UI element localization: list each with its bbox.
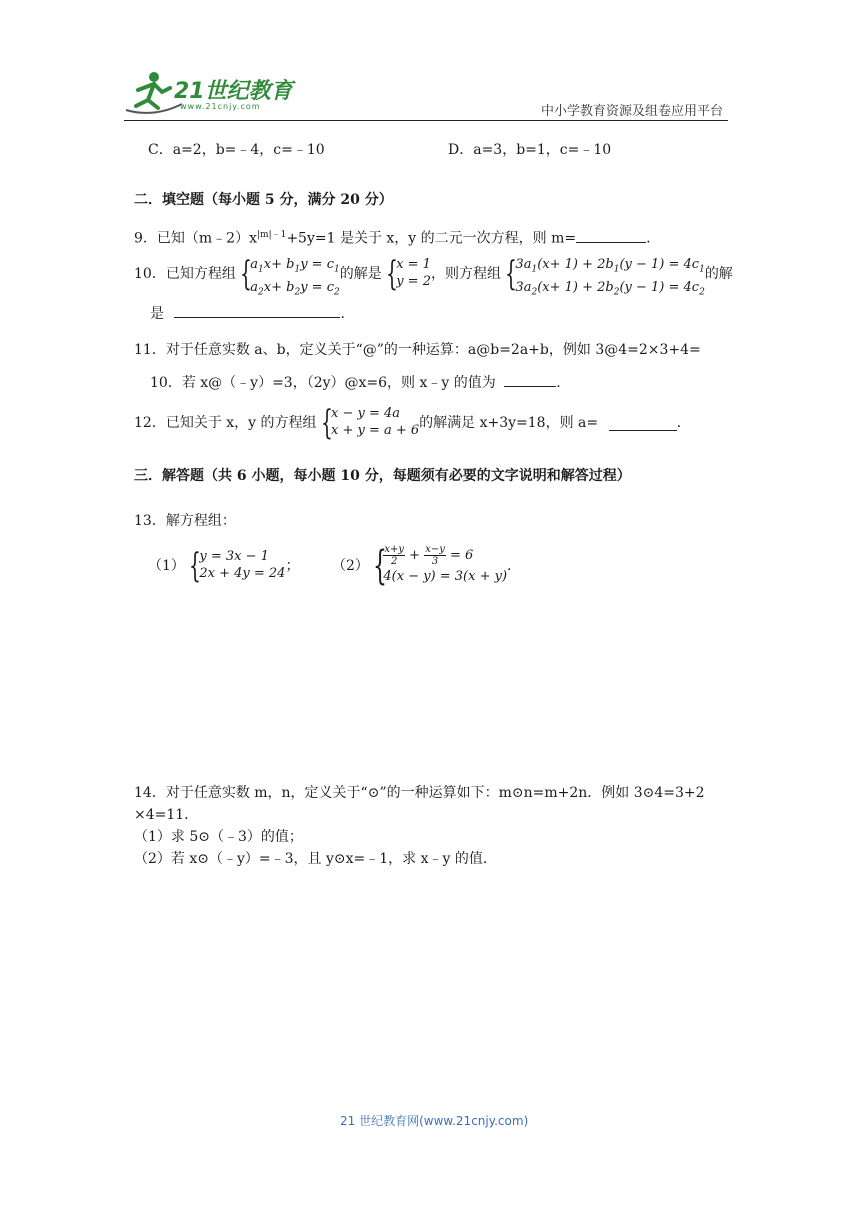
section2-title: 二．填空题（每小题 5 分，满分 20 分）	[134, 192, 393, 208]
q10-post: 的解	[704, 266, 733, 282]
platform-name: 中小学教育资源及组卷应用平台	[541, 104, 724, 119]
q10-answer-blank[interactable]	[174, 303, 340, 318]
q10-line2: 是 .	[150, 303, 345, 324]
logo	[124, 68, 294, 118]
q10-mid2: ，则方程组	[430, 266, 501, 282]
q11-line1: 11．对于任意实数 a、b，定义关于“@”的一种运算：a@b=2a+b，例如 3@4=2×3+4=	[134, 342, 701, 358]
q13-part2: （2） { $\frac{x+y}{2}$ + $\frac{x-y}{3}$ = 6 4(x − y) = 3(x + y) .	[332, 543, 512, 589]
logo-url: www.21cnjy.com	[180, 102, 261, 111]
q14-part1: （1）求 5⊙（﹣3）的值；	[134, 829, 303, 845]
q10-solution-1: { x = 1 y = 2	[386, 254, 431, 294]
q14-line1: 14．对于任意实数 m，n，定义关于“⊙”的一种运算如下：m⊙n=m+2n．例如 3⊙4=3+2	[134, 785, 705, 801]
q13-system-1: { y = 3x − 1 2x + 4y = 24	[189, 546, 286, 586]
q13-system-2: { $\frac{x+y}{2}$ + $\frac{x-y}{3}$ = 6 4(x − y) = 3(x + y)	[373, 543, 508, 589]
q12-system: { x − y = 4a x + y = a + 6	[320, 403, 420, 443]
q11-line2: 10．若 x@（﹣y）=3，（2y）@x=6，则 x﹣y 的值为 .	[150, 372, 561, 393]
q10-pre: 10．已知方程组	[134, 266, 236, 282]
footer-link[interactable]: 21 世纪教育网(www.21cnjy.com)	[340, 1114, 529, 1128]
q14-line2: ×4=11．	[134, 807, 199, 823]
q9-exponent: |m|﹣1	[257, 230, 287, 240]
q11-answer-blank[interactable]	[504, 372, 556, 387]
q9-post: +5y=1 是关于 x，y 的二元一次方程，则 m=	[286, 230, 577, 247]
q10-system-1: { $a_1x+ b_1y = c_1$ $a_2x+ b_2y = c_2$	[240, 254, 340, 298]
q12: 12．已知关于 x，y 的方程组 { x − y = 4a x + y = a + 6 的解满足 x+3y=18，则 a= .	[134, 403, 682, 443]
q10-system-2: { $3a_1(x+ 1) + 2b_1(y - 1) = 4c_1$ $3a_2(x+ 1) + 2b_2(y - 1) = 4c_2$	[505, 254, 705, 298]
q9-pre: 9．已知（m﹣2）x	[134, 230, 257, 247]
q12-answer-blank[interactable]	[609, 416, 677, 431]
q12-pre: 12．已知关于 x，y 的方程组	[134, 415, 317, 431]
q10-mid: 的解是	[339, 266, 382, 282]
q9-answer-blank[interactable]	[576, 228, 646, 243]
q13-part1: （1） { y = 3x − 1 2x + 4y = 24 ；	[148, 546, 300, 586]
q13-title: 13．解方程组：	[134, 513, 236, 529]
q12-post: 的解满足 x+3y=18，则 a=	[419, 415, 599, 431]
section3-title: 三．解答题（共 6 小题，每小题 10 分，每题须有必要的文字说明和解答过程）	[134, 468, 631, 484]
q9: 9．已知$(m﹣2)x^{|m|﹣1}+5y=1$ 是关于 x，y 的二元一次方程，则 m= .	[134, 225, 651, 249]
q8-option-c: C．a=2，b=﹣4，c=﹣10	[148, 142, 325, 158]
header-rule	[124, 120, 728, 121]
logo-text: 21世纪教育	[174, 79, 293, 104]
q10	[134, 256, 733, 296]
q14-part2: （2）若 x⊙（﹣y）=﹣3，且 y⊙x=﹣1，求 x﹣y 的值．	[134, 851, 497, 867]
q8-option-d: D．a=3，b=1，c=﹣10	[448, 142, 612, 158]
